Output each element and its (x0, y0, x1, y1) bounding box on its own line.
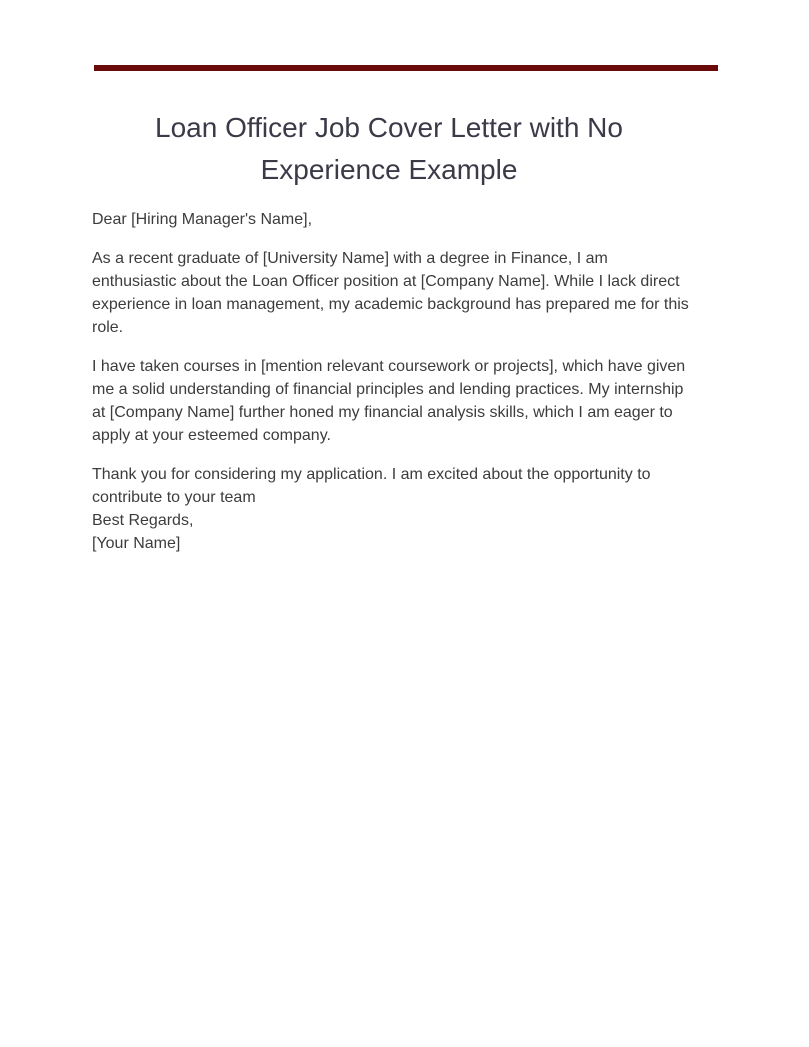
page-title: Loan Officer Job Cover Letter with No Experience Example (155, 112, 623, 185)
closing: Best Regards, (92, 512, 194, 529)
signature: [Your Name] (92, 535, 181, 552)
signoff (92, 509, 692, 555)
paragraph-1: As a recent graduate of [University Name] with a degree in Finance, I am enthusiastic about the Loan Officer position at [Company Name]. While I lack direct experience in loan management, my academic background has prepared me for this role. (92, 250, 689, 336)
paragraph-3: Thank you for considering my application. I am excited about the opportunity to contribute to your team (92, 466, 651, 506)
letter-body (92, 208, 692, 555)
salutation: Dear [Hiring Manager's Name], (92, 211, 313, 228)
paragraph-2: I have taken courses in [mention relevant coursework or projects], which have given me a solid understanding of financial principles and lending practices. My internship at [Company Name] further honed my financial analysis skills, which I am eager to apply at your esteemed company. (92, 358, 686, 444)
top-divider (94, 65, 718, 71)
paragraph-3-container (92, 463, 692, 506)
